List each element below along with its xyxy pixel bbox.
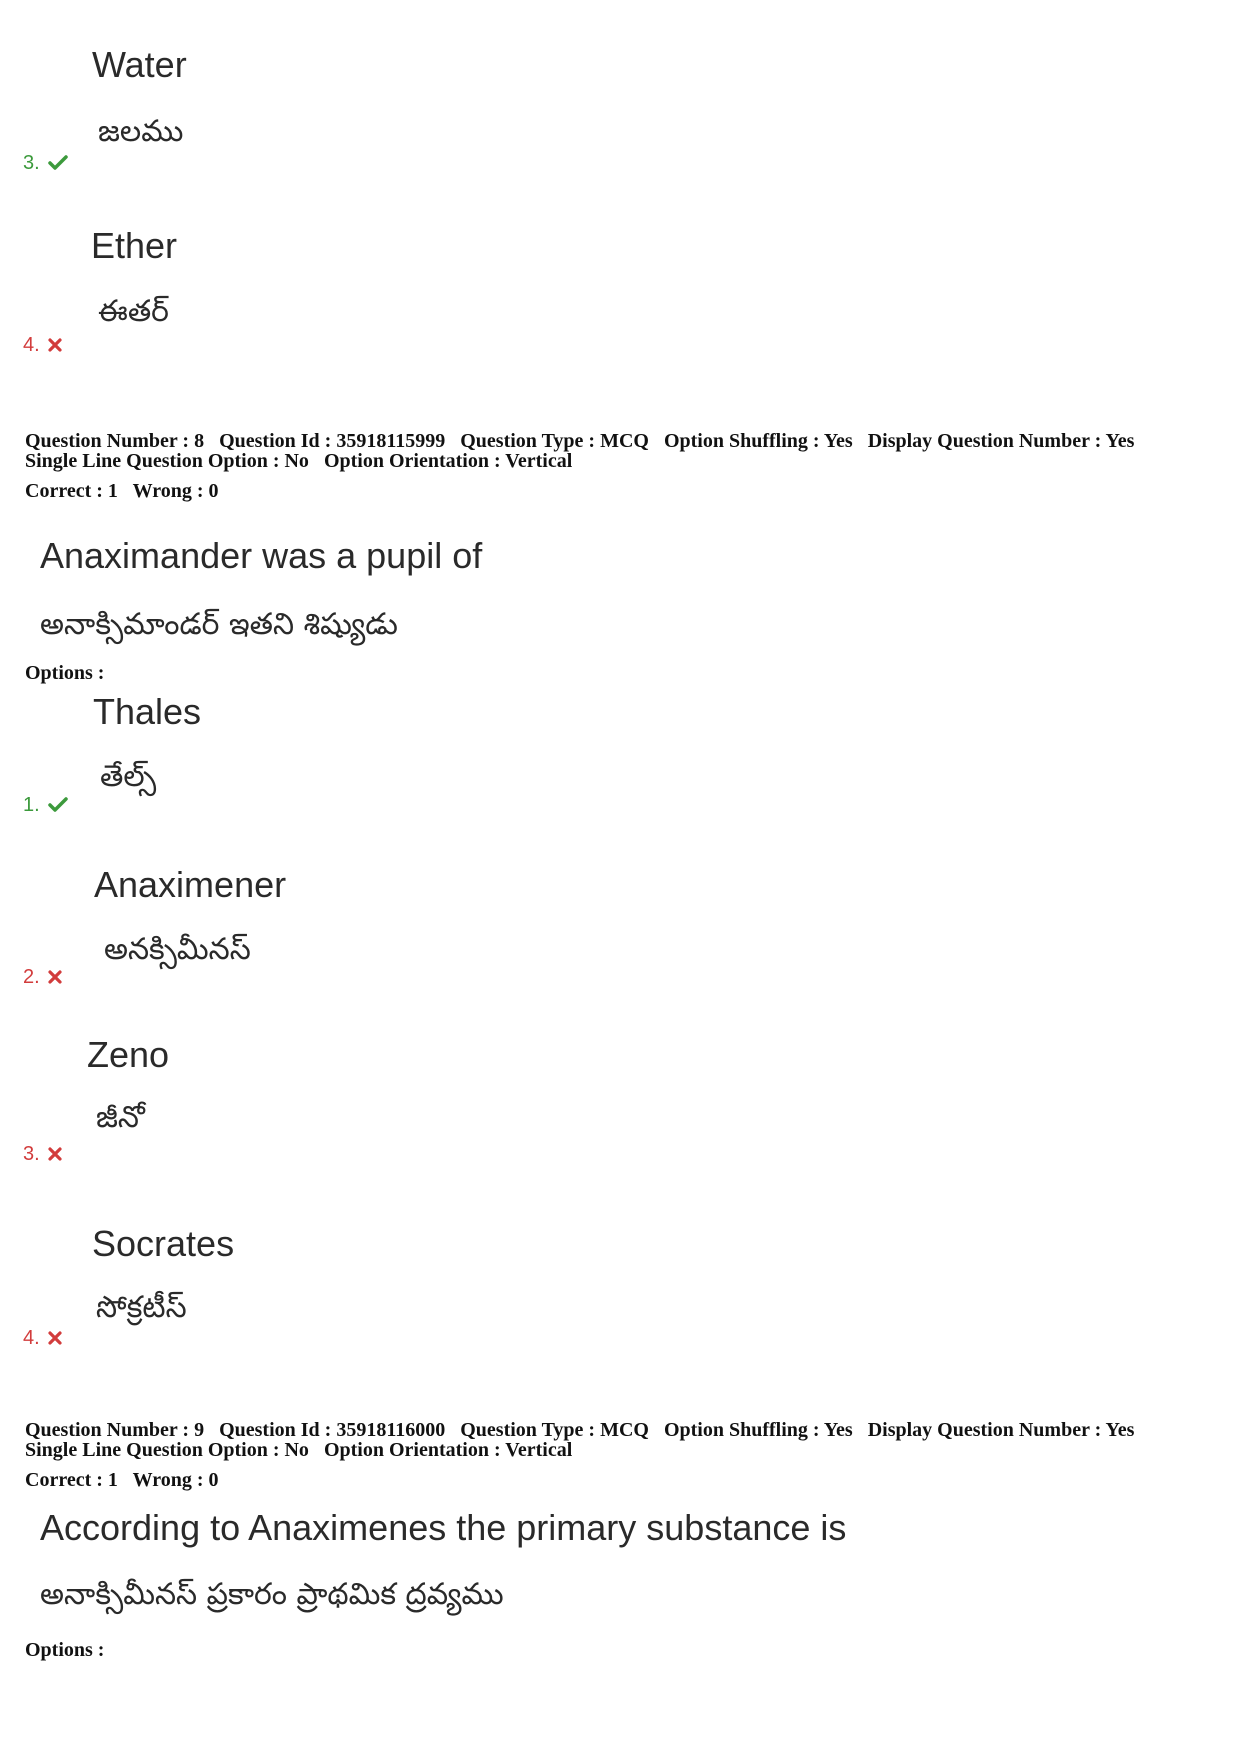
option-orientation: Option Orientation : Vertical xyxy=(323,450,573,472)
question-id: Question Id : 35918115999 xyxy=(219,430,446,452)
correct-marks: Correct : 1 xyxy=(25,480,118,502)
option-number: 4. xyxy=(23,334,40,356)
question-marks xyxy=(25,1470,219,1490)
option-english-text: Zeno xyxy=(87,1034,170,1075)
option-marker xyxy=(23,795,68,815)
option-english-text: Thales xyxy=(93,691,202,732)
options-label: Options : xyxy=(25,1639,105,1661)
wrong-marks: Wrong : 0 xyxy=(132,1469,219,1491)
option-english-text: Water xyxy=(92,44,187,85)
option-english-text: Ether xyxy=(91,225,178,266)
question-telugu-text: అనాక్సిమీనస్ ప్రకారం ప్రాథమిక ద్రవ్యము xyxy=(40,1577,504,1612)
option-shuffling: Option Shuffling : Yes xyxy=(663,1419,853,1441)
option-english-text: Anaximener xyxy=(94,864,287,905)
option-number: 1. xyxy=(23,794,40,816)
question-meta-line1 xyxy=(25,1420,1134,1440)
option-marker xyxy=(23,335,62,355)
option-number: 2. xyxy=(23,966,40,988)
checkmark-icon xyxy=(48,155,68,171)
question-type: Question Type : MCQ xyxy=(460,430,649,452)
question-meta-line2 xyxy=(25,1440,572,1460)
option-telugu-text: ఈతర్ xyxy=(98,294,169,329)
question-meta-line1 xyxy=(25,431,1134,451)
question-id: Question Id : 35918116000 xyxy=(219,1419,446,1441)
question-english-text: According to Anaximenes the primary substance is xyxy=(40,1507,847,1548)
option-telugu-text: అనక్సిమీనస్ xyxy=(104,932,251,967)
question-telugu-text: అనాక్సిమాండర్ ఇతని శిష్యుడు xyxy=(40,607,398,642)
options-label: Options : xyxy=(25,662,105,684)
option-number: 3. xyxy=(23,1143,40,1165)
single-line-question-option: Single Line Question Option : No xyxy=(25,1439,309,1461)
question-number: Question Number : 9 xyxy=(25,1419,205,1441)
option-marker xyxy=(23,1144,62,1164)
option-shuffling: Option Shuffling : Yes xyxy=(663,430,853,452)
display-question-number: Display Question Number : Yes xyxy=(867,1419,1135,1441)
option-number: 4. xyxy=(23,1327,40,1349)
option-telugu-text: జీనో xyxy=(96,1100,145,1135)
option-english-text: Socrates xyxy=(92,1223,235,1264)
wrong-marks: Wrong : 0 xyxy=(132,480,219,502)
question-meta-line2 xyxy=(25,451,572,471)
option-marker xyxy=(23,967,62,987)
cross-icon xyxy=(48,970,62,984)
question-type: Question Type : MCQ xyxy=(460,1419,649,1441)
question-marks xyxy=(25,481,219,501)
option-telugu-text: జలము xyxy=(98,114,184,149)
option-orientation: Option Orientation : Vertical xyxy=(323,1439,573,1461)
option-marker xyxy=(23,153,68,173)
cross-icon xyxy=(48,1331,62,1345)
correct-marks: Correct : 1 xyxy=(25,1469,118,1491)
option-number: 3. xyxy=(23,152,40,174)
question-english-text: Anaximander was a pupil of xyxy=(40,535,483,576)
option-telugu-text: తేల్స్ xyxy=(100,759,157,794)
checkmark-icon xyxy=(48,797,68,813)
option-telugu-text: సోక్రటీస్ xyxy=(96,1290,187,1325)
display-question-number: Display Question Number : Yes xyxy=(867,430,1135,452)
option-marker xyxy=(23,1328,62,1348)
cross-icon xyxy=(48,1147,62,1161)
single-line-question-option: Single Line Question Option : No xyxy=(25,450,309,472)
cross-icon xyxy=(48,338,62,352)
question-number: Question Number : 8 xyxy=(25,430,205,452)
